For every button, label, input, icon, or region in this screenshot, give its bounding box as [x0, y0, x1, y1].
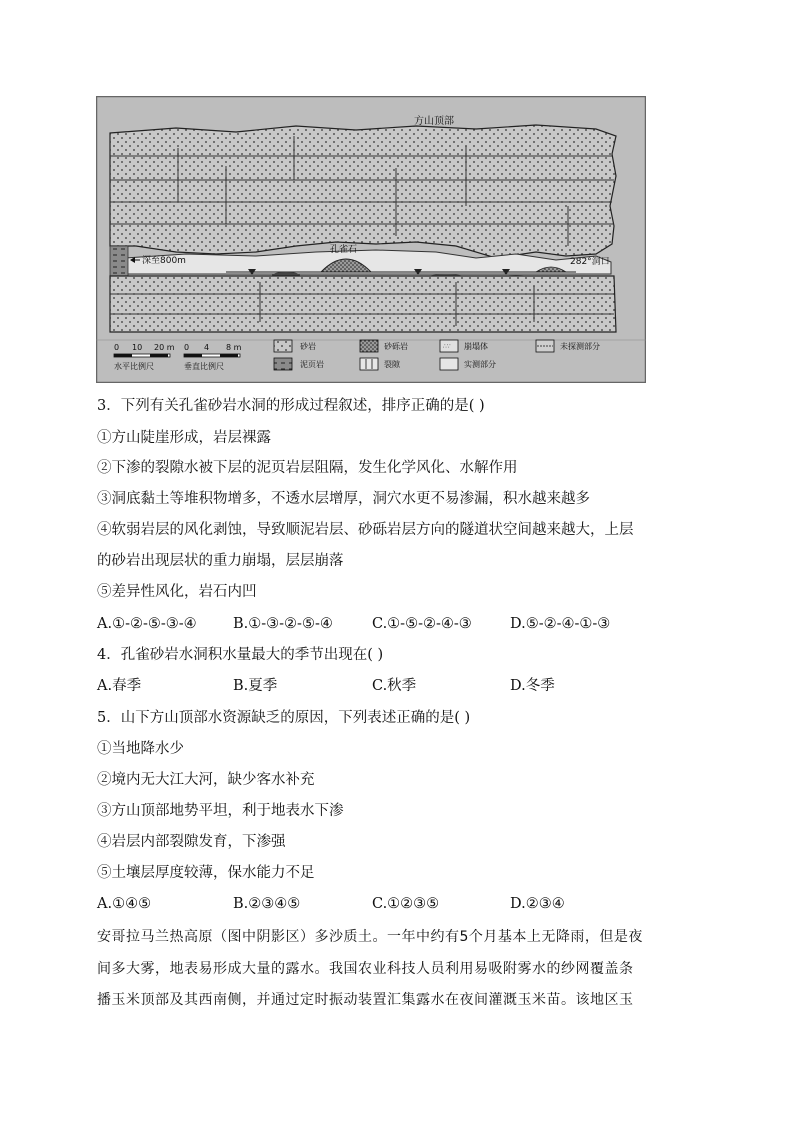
q5-option-a[interactable]: A.①④⑤ — [97, 896, 152, 912]
q3-item-4-cont: 的砂岩出现层状的重力崩塌，层层崩落 — [97, 553, 344, 569]
q4-option-c[interactable]: C.秋季 — [372, 678, 417, 694]
q3-option-c[interactable]: C.①-⑤-②-④-③ — [372, 616, 472, 632]
q4-option-d[interactable]: D.冬季 — [510, 678, 555, 694]
h-scale-tick-2: 20 m — [154, 343, 175, 352]
v-scale-tick-2: 8 m — [226, 343, 242, 352]
v-scale-tick-1: 4 — [204, 343, 210, 352]
legend-measured: 实测部分 — [464, 360, 496, 369]
legend-conglomerate: 砂砾岩 — [384, 342, 408, 351]
legend-sandstone: 砂岩 — [300, 342, 316, 351]
svg-text:∴∵: ∴∵ — [443, 343, 451, 350]
q5-option-b[interactable]: B.②③④⑤ — [233, 896, 301, 912]
passage-line-1: 安哥拉马兰热高原（图中阴影区）多沙质土。一年中约有5个月基本上无降雨，但是夜 — [97, 929, 643, 945]
h-scale-tick-0: 0 — [114, 343, 120, 352]
figure-rock-label: 孔雀石 — [330, 245, 358, 255]
q5-item-3: ③方山顶部地势平坦，利于地表水下渗 — [97, 803, 344, 819]
legend-swatch-mudshale — [274, 358, 292, 370]
legend-swatch-measured — [440, 358, 458, 370]
figure-top-label: 方山顶部 — [414, 116, 454, 127]
legend-swatch-conglomerate — [360, 340, 378, 352]
q5-item-4: ④岩层内部裂隙发育，下渗强 — [97, 834, 286, 850]
legend-collapse: 崩塌体 — [464, 342, 488, 351]
legend-swatch-fissure — [360, 358, 378, 370]
q5-option-d[interactable]: D.②③④ — [510, 896, 565, 912]
q3-option-d[interactable]: D.⑤-②-④-①-③ — [510, 616, 611, 632]
v-scale-label: 垂直比例尺 — [184, 362, 224, 371]
legend-swatch-sandstone — [274, 340, 292, 352]
q3-item-4: ④软弱岩层的风化剥蚀，导致顺泥岩层、砂砾岩层方向的隧道状空间越来越大，上层 — [97, 522, 634, 538]
passage-line-2: 间多大雾，地表易形成大量的露水。我国农业科技人员利用易吸附雾水的纱网覆盖条 — [97, 961, 634, 977]
legend-unexplored: 未探测部分 — [560, 342, 600, 351]
figure-deep-label: 深至800m — [142, 256, 186, 266]
figure-entrance-label: 282°洞口 — [570, 257, 610, 267]
v-scale-tick-0: 0 — [184, 343, 190, 352]
q4-option-b[interactable]: B.夏季 — [233, 678, 278, 694]
q5-item-2: ②境内无大江大河，缺少客水补充 — [97, 772, 315, 788]
q5-stem: 5．山下方山顶部水资源缺乏的原因，下列表述正确的是( ) — [97, 710, 471, 726]
q3-option-a[interactable]: A.①-②-⑤-③-④ — [97, 616, 197, 632]
cave-cross-section-figure — [96, 96, 646, 383]
h-scale-tick-1: 10 — [132, 343, 143, 352]
q5-item-5: ⑤土壤层厚度较薄，保水能力不足 — [97, 865, 315, 881]
legend-fissure: 裂隙 — [384, 360, 400, 369]
q3-option-b[interactable]: B.①-③-②-⑤-④ — [233, 616, 333, 632]
passage-line-3: 播玉米顶部及其西南侧，并通过定时振动装置汇集露水在夜间灌溉玉米苗。该地区玉 — [97, 992, 634, 1008]
q4-option-a[interactable]: A.春季 — [97, 678, 142, 694]
q5-item-1: ①当地降水少 — [97, 741, 184, 757]
q3-item-3: ③洞底黏土等堆积物增多，不透水层增厚，洞穴水更不易渗漏，积水越来越多 — [97, 491, 590, 507]
q5-option-c[interactable]: C.①②③⑤ — [372, 896, 440, 912]
q3-item-5: ⑤差异性风化，岩石内凹 — [97, 584, 257, 600]
h-scale-label: 水平比例尺 — [114, 362, 154, 371]
q4-stem: 4．孔雀砂岩水洞积水量最大的季节出现在( ) — [97, 647, 384, 663]
q3-stem: 3．下列有关孔雀砂岩水洞的形成过程叙述，排序正确的是( ) — [97, 398, 485, 414]
q3-item-1: ①方山陡崖形成，岩层裸露 — [97, 430, 271, 446]
q3-item-2: ②下渗的裂隙水被下层的泥页岩层阻隔，发生化学风化、水解作用 — [97, 460, 518, 476]
legend-mudshale: 泥页岩 — [300, 360, 324, 369]
